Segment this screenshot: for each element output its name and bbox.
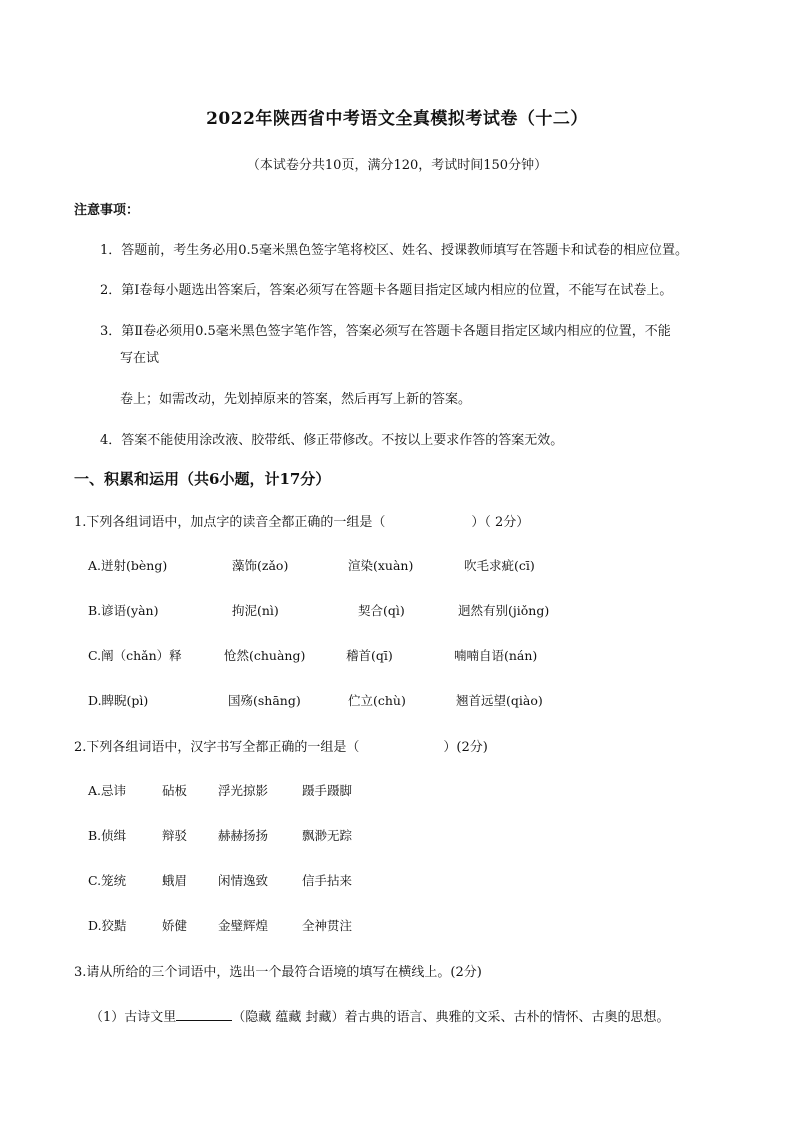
q1-option-a-4: 吹毛求疵(cī) [464,558,535,573]
question-1-points: ）（ 2分） [471,515,530,530]
notice-item-3: 3．第Ⅱ卷必须用0.5毫米黑色签字笔作答，答案必须写在答题卡各题目指定区域内相应的位置，不能 [100,324,671,339]
q1-option-d-2: 国殇(shāng) [228,693,301,708]
q1-option-b-2: 拘泥(nì) [232,603,279,618]
notice-item-2: 2．第Ⅰ卷每小题选出答案后，答案必须写在答题卡各题目指定区域内相应的位置，不能写在试卷上。 [100,283,673,298]
q1-option-b-4: 迥然有别(jiǒng) [458,603,550,618]
q1-option-a-3: 渲染(xuàn) [348,558,414,573]
q1-option-b-3: 契合(qì) [358,603,405,618]
q1-option-d-4: 翘首远望(qiào) [456,693,543,708]
q2-option-d-2: 娇健 [162,918,188,933]
q1-option-a-1: A.迸射(bèng) [88,558,168,573]
q2-option-b-4: 飘渺无踪 [302,828,353,843]
page-title: 2022年陕西省中考语文全真模拟考试卷（十二） [206,109,588,129]
q2-option-a-3: 浮光掠影 [218,783,269,798]
q2-option-c-3: 闲情逸致 [218,873,269,888]
exam-info: （本试卷分共10页，满分120，考试时间150分钟） [246,158,548,173]
q1-option-c-4: 喃喃自语(nán) [454,648,538,663]
notice-item-3-cont: 写在试 [120,351,160,366]
q2-option-a-2: 砧板 [162,783,188,798]
q1-option-c-1: C.阐（chǎn）释 [88,648,182,663]
q2-option-c-1: C.笼统 [88,873,127,888]
notice-item-1: 1．答题前，考生务必用0.5毫米黑色签字笔将校区、姓名、授课教师填写在答题卡和试卷的相应位置。 [100,243,688,258]
q2-option-b-3: 赫赫扬扬 [218,828,269,843]
q2-option-d-4: 全神贯注 [302,918,353,933]
q1-option-d-1: D.睥睨(pì) [88,693,149,708]
q2-option-d-1: D.狡黠 [88,918,127,933]
q1-option-c-2: 怆然(chuàng) [224,648,306,663]
q2-option-b-2: 辩驳 [162,828,188,843]
q2-option-d-3: 金璧辉煌 [218,918,269,933]
question-2-stem-text: 2.下列各组词语中，汉字书写全都正确的一组是（ [74,740,360,755]
q2-option-b-1: B.侦缉 [88,828,127,843]
q1-option-c-3: 稽首(qī) [346,648,393,663]
q2-option-a-1: A.忌讳 [88,783,127,798]
q1-option-b-1: B.谚语(yàn) [88,603,159,618]
question-1-stem [74,511,529,530]
q2-option-c-2: 蛾眉 [162,873,188,888]
question-1-stem-text: 1.下列各组词语中，加点字的读音全都正确的一组是（ [74,515,386,530]
question-3-sub-1 [90,1006,670,1025]
section-heading: 一、积累和运用（共6小题，计17分） [74,470,331,488]
question-2-stem [74,736,488,755]
question-3-sub-1-lead: （1）古诗文里 [90,1010,177,1025]
question-2-points: ）(2分) [443,740,488,755]
fill-in-blank-line [176,1008,232,1021]
question-3-stem: 3.请从所给的三个词语中，选出一个最符合语境的填写在横线上。(2分) [74,965,482,980]
q1-option-d-3: 伫立(chù) [348,693,406,708]
notice-item-4: 4．答案不能使用涂改液、胶带纸、修正带修改。不按以上要求作答的答案无效。 [100,433,564,448]
q1-option-a-2: 藻饰(zǎo) [232,558,289,573]
q2-option-a-4: 蹑手蹑脚 [302,783,353,798]
q2-option-c-4: 信手拈来 [302,873,353,888]
notice-heading: 注意事项： [74,203,140,218]
notice-item-3-cont2: 卷上；如需改动，先划掉原来的答案，然后再写上新的答案。 [120,392,472,407]
question-3-sub-1-rest: （隐藏 蕴藏 封藏）着古典的语言、典雅的文采、古朴的情怀、古奥的思想。 [232,1010,670,1025]
